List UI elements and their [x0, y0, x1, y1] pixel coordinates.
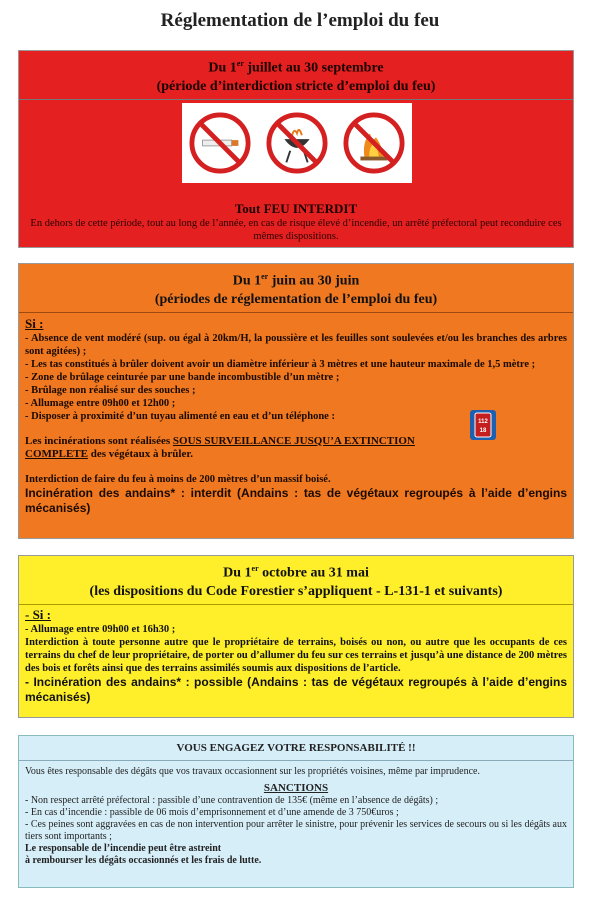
ordinal-sup: er [236, 59, 244, 68]
section-header [19, 556, 573, 605]
emergency-number-18: 18 [479, 428, 487, 434]
section-forest-code [18, 555, 574, 718]
condition-item: - Allumage entre 09h00 et 12h00 ; [25, 397, 176, 409]
prohibition-icons [182, 103, 412, 183]
emergency-number-112: 112 [478, 419, 488, 425]
ordinal-sup: er [251, 564, 259, 573]
sanction-item: - Non respect arrêté préfectoral : passible d’une contravention de 135€ (même en l’absence de dégâts) ; [25, 795, 439, 806]
date-start: Du 1 [232, 273, 262, 289]
sanctions-heading: SANCTIONS [263, 782, 329, 794]
sanction-item: - En cas d’incendie : passible de 06 mois d’emprisonnement et d’une amende de 3 750€uros ; [25, 807, 399, 818]
condition-item: - Disposer à proximité d’un tuyau alimenté en eau et d’un téléphone : [25, 410, 335, 422]
no-campfire-icon [343, 112, 405, 174]
incineration-emphasis: SOUS SURVEILLANCE JUSQU’A EXTINCTION [172, 434, 415, 447]
date-range: juillet au 30 septembre [243, 60, 384, 76]
date-range: octobre au 31 mai [258, 565, 369, 581]
condition-item: Interdiction à toute personne autre que le propriétaire de terrains, boisés ou non, ou autre que les occupants de ces terrains du chef de leur propriétaire, de porter ou d’allumer du feu sur ces terrains et jusqu’à une distance de 200 mètres des bois et forêts ainsi que des terrains assimilés soumis aux dispositions de l’article. [25, 636, 567, 674]
windrow-incineration-rule: - Incinération des andains* : possible (Andains : tas de végétaux regroupés à l’aide d’engins mécanisés) [25, 674, 567, 704]
fire-forbidden-headline: Tout FEU INTERDIT [234, 201, 358, 216]
period-description: (périodes de réglementation de l’emploi du feu) [154, 291, 438, 307]
closing-statement: à rembourser les dégâts occasionnés et les frais de lutte. [25, 855, 262, 866]
conditions-list [19, 605, 573, 705]
incineration-text: des végétaux à brûler. [87, 447, 193, 460]
period-description: (les dispositions du Code Forestier s’appliquent - L-131-1 et suivants) [89, 583, 503, 599]
responsibility-header: VOUS ENGAGEZ VOTRE RESPONSABILITÉ !! [19, 736, 573, 761]
condition-item: - Brûlage non réalisé sur des souches ; [25, 384, 196, 396]
condition-item: - Les tas constitués à brûler doivent avoir un diamètre inférieur à 3 mètres et une hauteur maximale de 1,5 mètre ; [25, 358, 536, 370]
phone-icon [470, 410, 496, 440]
section-header [19, 264, 573, 313]
period-description: (période d’interdiction stricte d’emploi du feu) [156, 78, 436, 94]
responsibility-body [19, 761, 573, 867]
sanction-item: - Ces peines sont aggravées en cas de non intervention pour arrêter le sinistre, pour prévenir les services de secours ou si les dégâts aux tiers sont importants ; [25, 819, 567, 842]
incineration-text: Les incinérations sont réalisées [25, 434, 173, 447]
responsibility-intro: Vous êtes responsable des dégâts que vos travaux occasionnent sur les propriétés voisines, même par imprudence. [25, 766, 480, 777]
prefectoral-note: En dehors de cette période, tout au long de l’année, en cas de risque élevé d’incendie, un arrêté préfectoral peut reconduire ces mêmes dispositions. [30, 218, 562, 242]
conditions-heading: Si : [25, 315, 44, 331]
date-start: Du 1 [208, 60, 237, 76]
no-cigarette-icon [189, 112, 251, 174]
no-barbecue-icon [266, 112, 328, 174]
condition-item: - Absence de vent modéré (sup. ou égal à 20km/H, la poussière et les feuilles sont soulevées et/ou les branches des arbres sont agitées) ; [25, 332, 567, 357]
section-header [19, 51, 573, 100]
closing-statement: Le responsable de l’incendie peut être astreint [25, 843, 222, 854]
section-june-regulation [18, 263, 574, 539]
section-summer-ban [18, 50, 574, 248]
ordinal-sup: er [261, 272, 269, 281]
windrow-incineration-rule: Incinération des andains* : interdit (Andains : tas de végétaux regroupés à l’aide d’engins mécanisés) [25, 485, 567, 515]
incineration-emphasis: COMPLETE [25, 447, 88, 460]
section-responsibility [18, 735, 574, 888]
date-range: juin au 30 juin [268, 273, 360, 289]
woodland-distance-rule: Interdiction de faire du feu à moins de 200 mètres d’un massif boisé. [25, 473, 331, 485]
condition-item: - Zone de brûlage ceinturée par une bande incombustible d’un mètre ; [25, 371, 340, 383]
condition-item: - Allumage entre 09h00 et 16h30 ; [25, 623, 176, 635]
conditions-heading: - Si : [25, 606, 51, 622]
page-title: Réglementation de l’emploi du feu [160, 10, 440, 31]
date-start: Du 1 [223, 565, 252, 581]
